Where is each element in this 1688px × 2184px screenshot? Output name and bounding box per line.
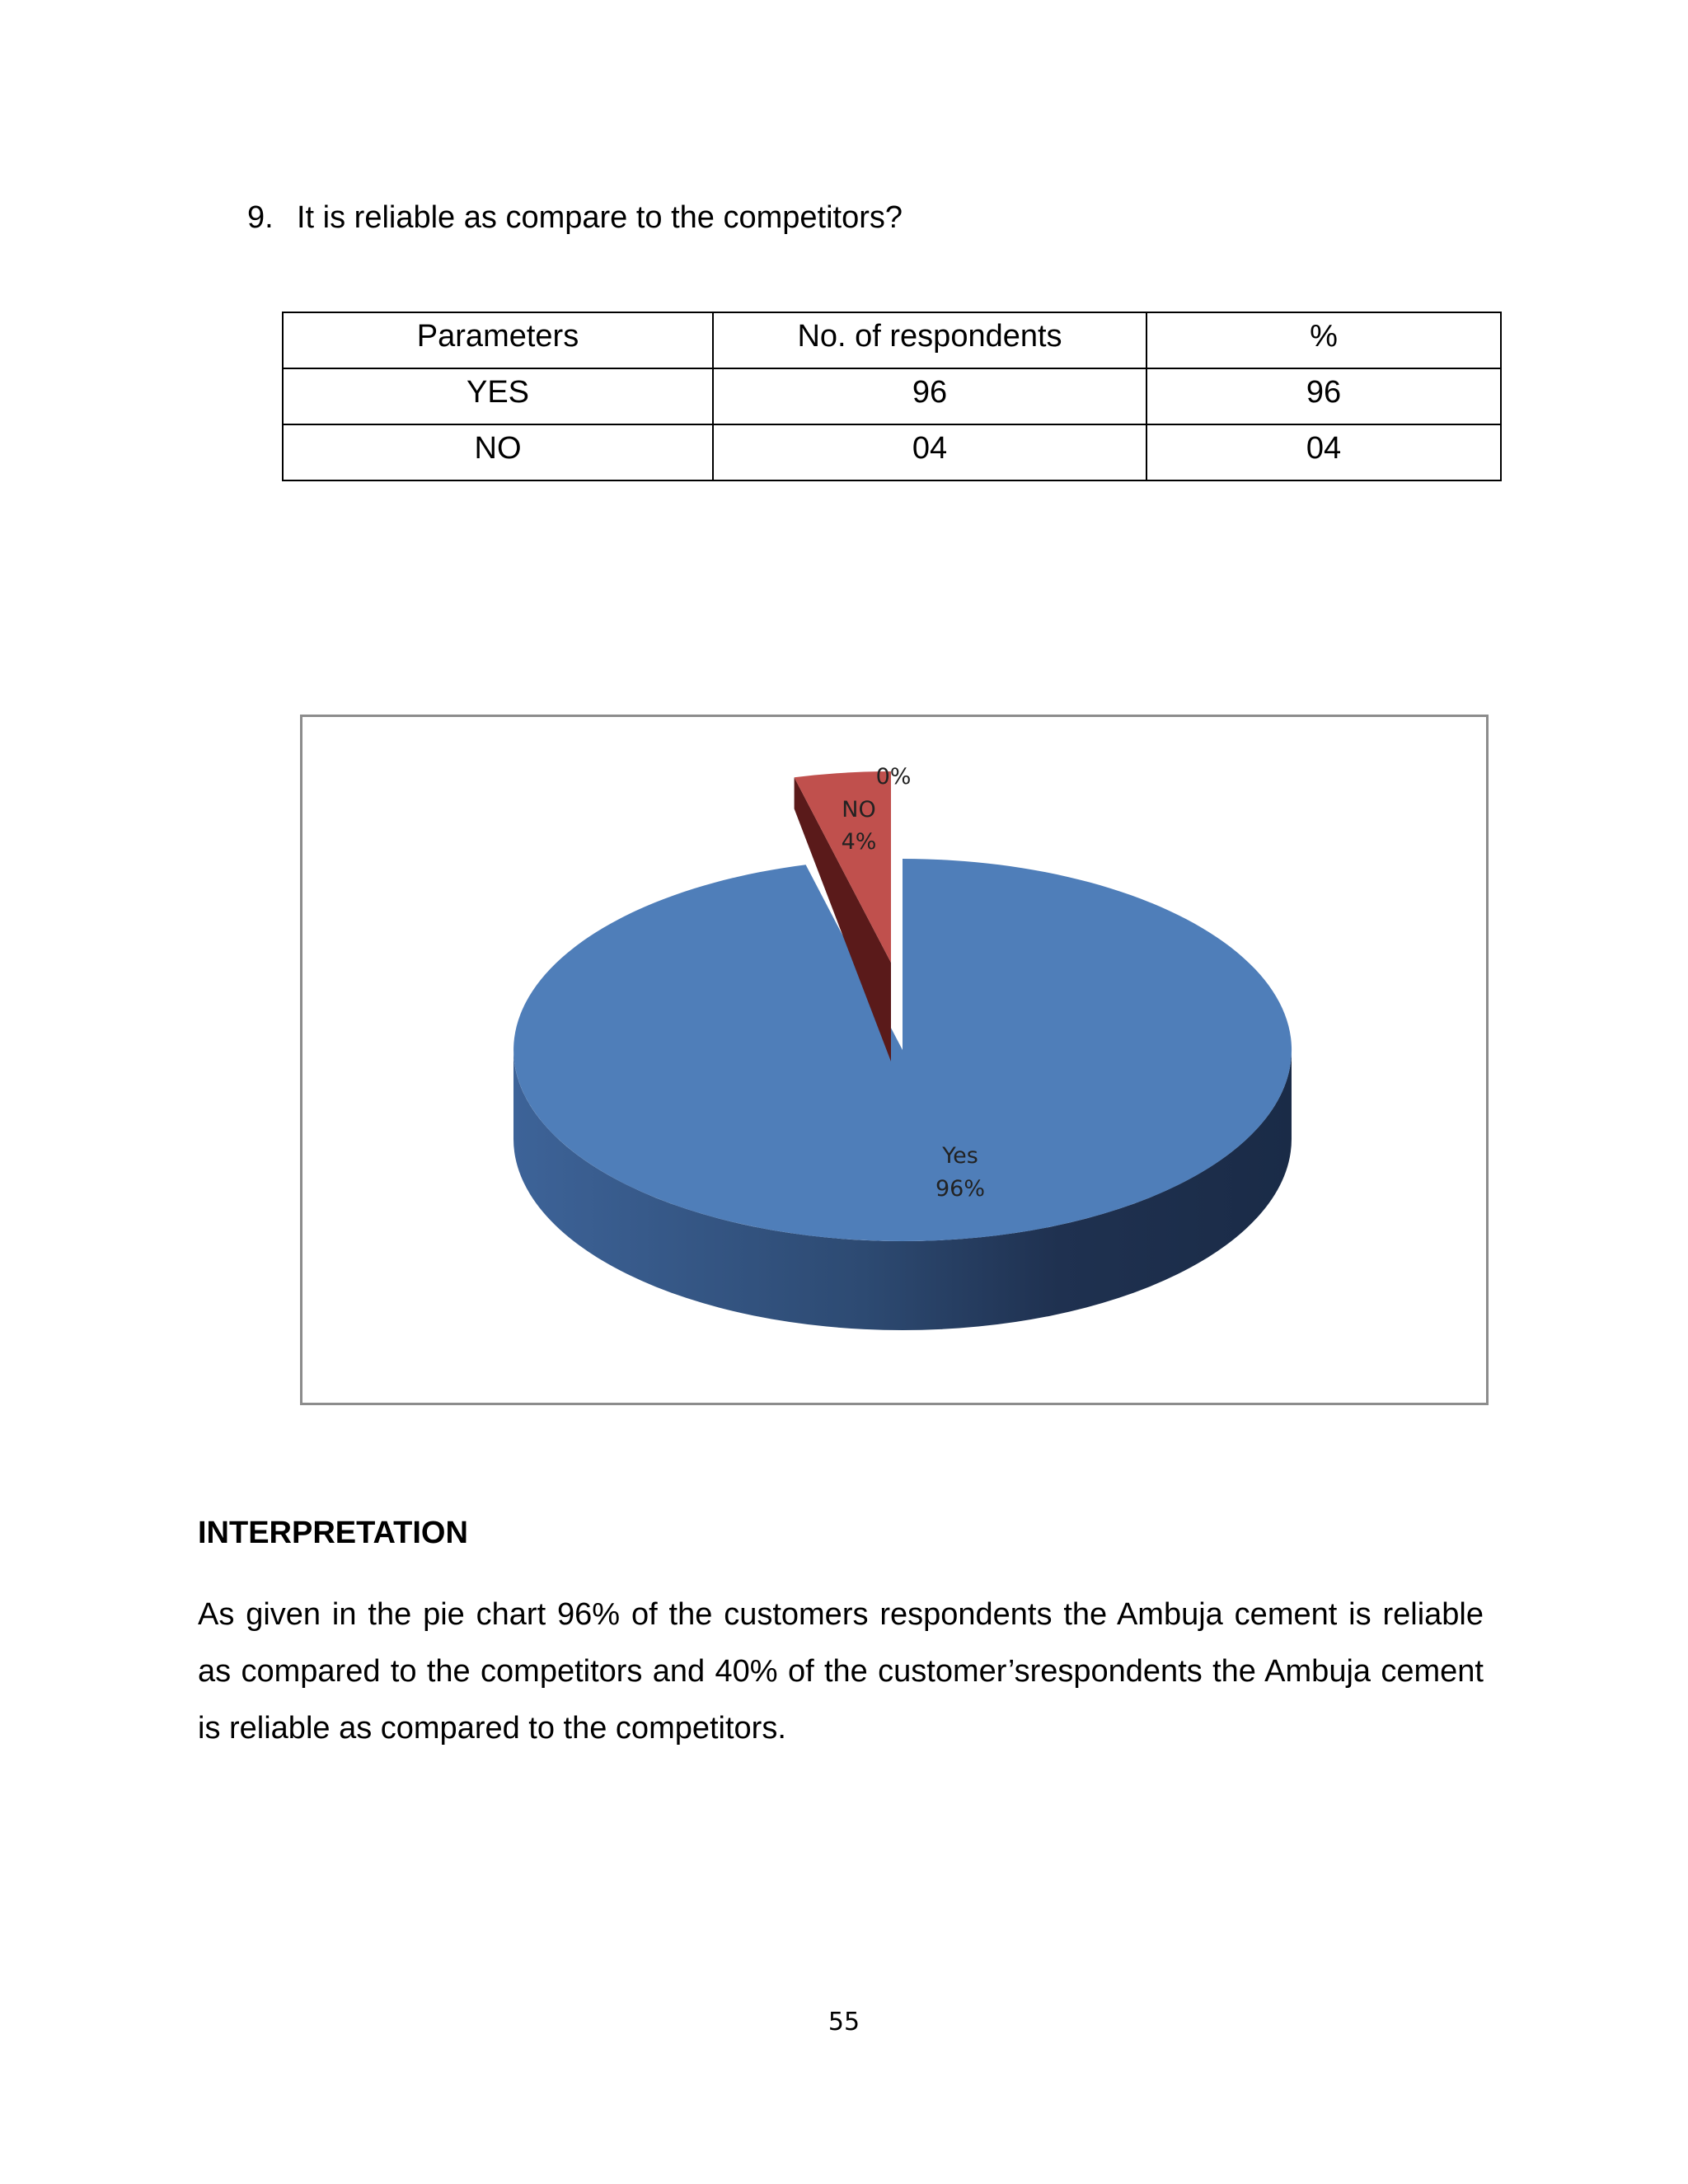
table-cell: 96 [713,368,1146,424]
question-text: It is reliable as compare to the competitors? [297,200,903,235]
table-header-row [283,312,1501,368]
header-percent: % [1146,312,1501,368]
data-label-yes-value: 96% [935,1176,986,1202]
interpretation-heading: INTERPRETATION [198,1516,468,1550]
header-parameters: Parameters [283,312,713,368]
table-row [283,368,1501,424]
data-label-zero: 0% [875,764,912,790]
header-respondents: No. of respondents [713,312,1146,368]
question-number: 9. [247,200,274,235]
table-cell: NO [283,424,713,480]
data-label-no-value: 4% [841,829,877,855]
table-row [283,424,1501,480]
table-cell: YES [283,368,713,424]
question [247,198,903,237]
pie-chart-frame [300,715,1489,1405]
pie-chart [302,717,1486,1403]
interpretation-paragraph: As given in the pie chart 96% of the customers respondents the Ambuja cement is reliable as compared to the competitors and 40% of the customer’srespondents the Ambuja cement is reliable as compared to the competitors. [198,1597,1484,1746]
table-cell: 04 [1146,424,1501,480]
table-cell: 04 [713,424,1146,480]
page-number: 55 [828,2008,860,2036]
data-label-yes-name: Yes [942,1143,978,1169]
data-label-no-name: NO [842,797,876,823]
responses-table [282,312,1502,481]
pie-slice-yes [513,859,1292,1241]
table-cell: 96 [1146,368,1501,424]
